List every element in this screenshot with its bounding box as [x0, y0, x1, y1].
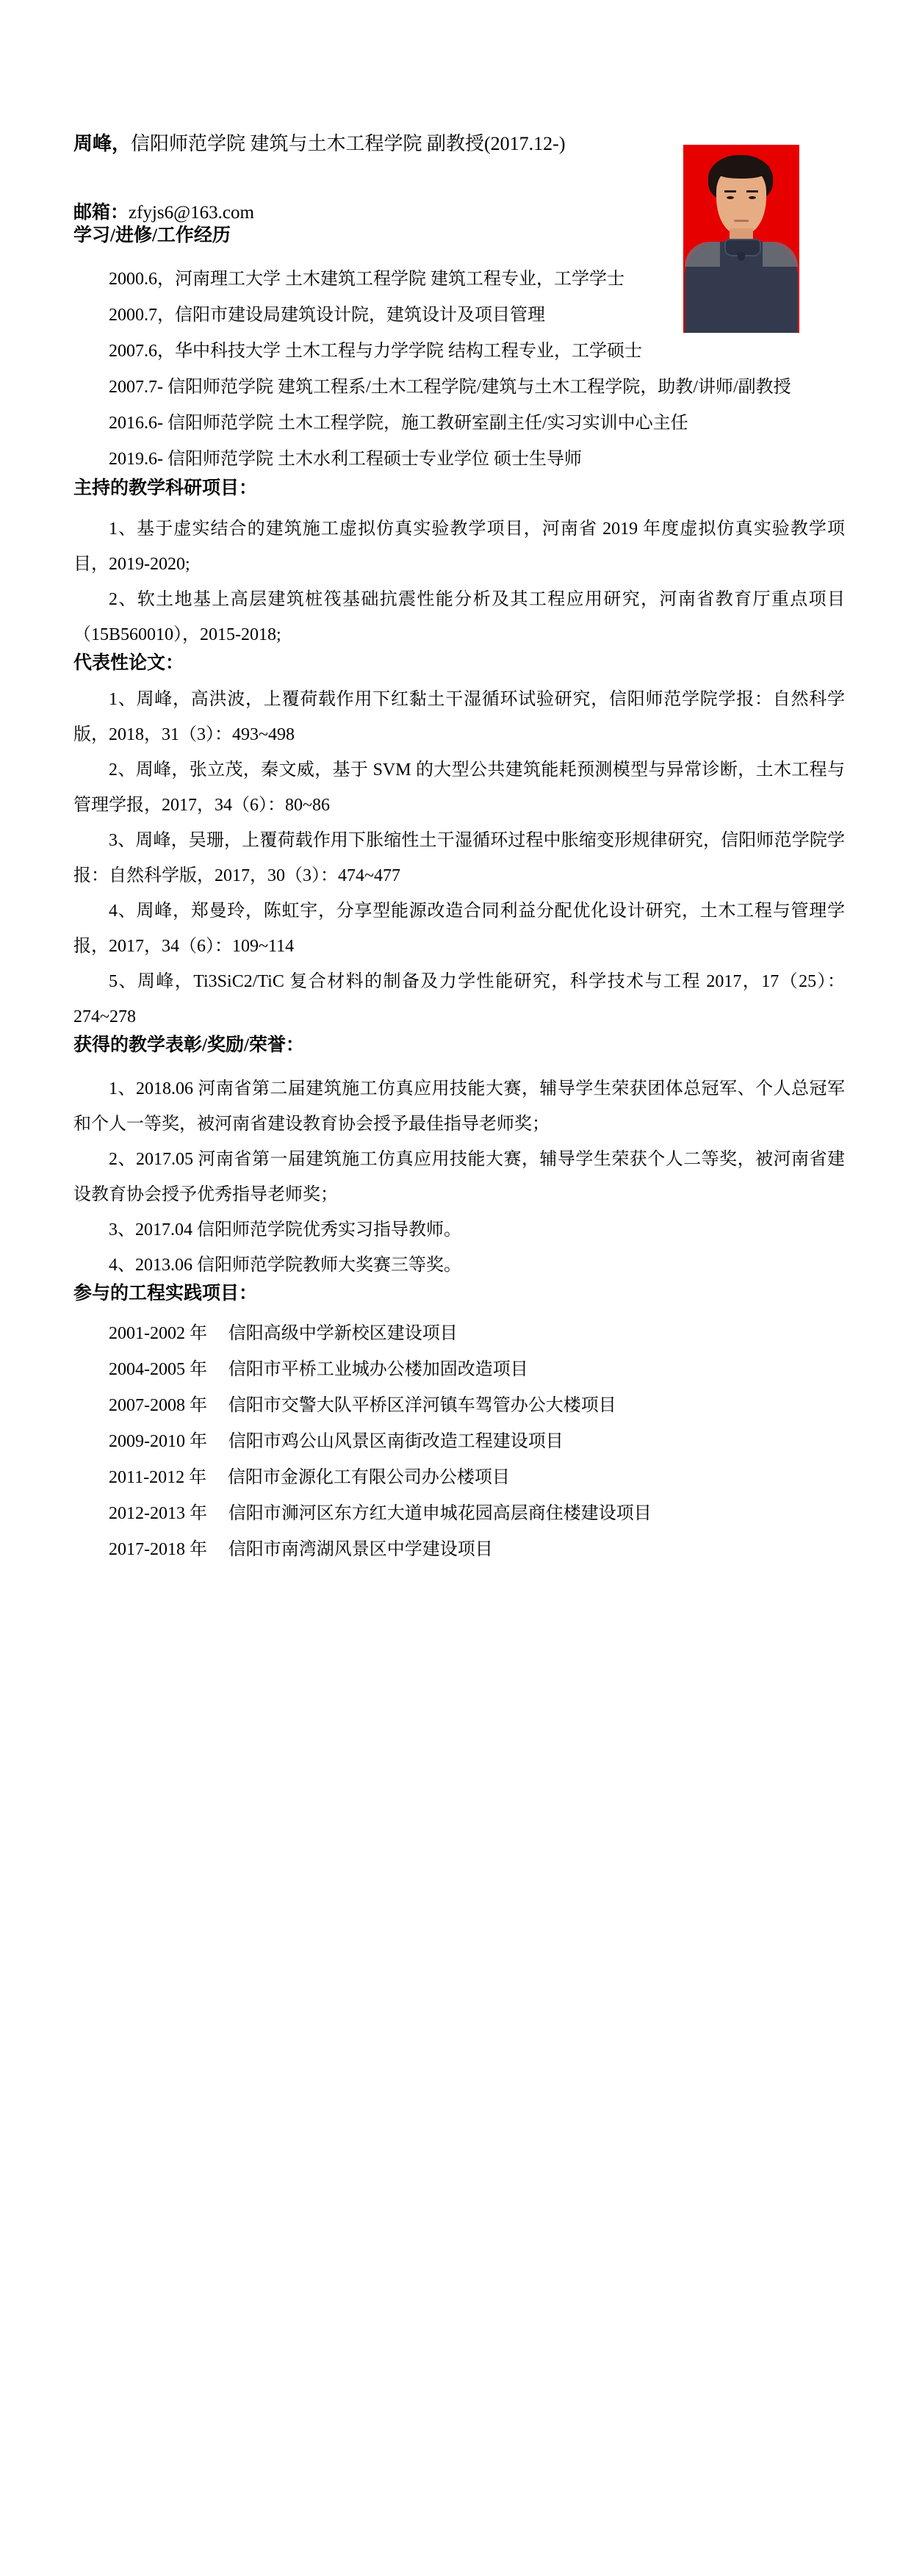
- practice-item-years: 2001-2002 年: [109, 1324, 207, 1343]
- papers-list: [73, 682, 845, 1035]
- practice-item-name: 信阳市平桥工业城办公楼加固改造项目: [228, 1360, 528, 1379]
- paper-item: 3、周峰，吴珊，上覆荷载作用下胀缩性土干湿循环过程中胀缩变形规律研究，信阳师范学院学报：自然科学版，2017，30（3）：474~477: [73, 831, 845, 885]
- practice-item: [73, 1424, 845, 1460]
- section-awards-heading: 获得的教学表彰/奖励/荣誉：: [73, 1035, 304, 1055]
- experience-item: 2000.7，信阳市建设局建筑设计院，建筑设计及项目管理: [109, 306, 545, 325]
- practice-item: [73, 1388, 845, 1424]
- profile-photo: [683, 145, 799, 333]
- experience-item: 2016.6- 信阳师范学院 土木工程学院，施工教研室副主任/实习实训中心主任: [109, 414, 688, 433]
- practice-item-years: 2017-2018 年: [109, 1540, 207, 1559]
- experience-item: 2007.7- 信阳师范学院 建筑工程系/土木工程学院/建筑与土木工程学院，助教/讲师/副教授: [109, 378, 791, 397]
- paper-item: 5、周峰，Ti3SiC2/TiC 复合材料的制备及力学性能研究，科学技术与工程 2017，17（25）：274~278: [73, 972, 845, 1026]
- person-affiliation: 信阳师范学院 建筑与土木工程学院 副教授(2017.12-): [131, 133, 566, 154]
- practice-item-name: 信阳高级中学新校区建设项目: [228, 1324, 458, 1343]
- practice-projects-list: [73, 1316, 845, 1568]
- practice-item-name: 信阳市浉河区东方红大道申城花园高层商住楼建设项目: [228, 1504, 652, 1523]
- award-item: 3、2017.04 信阳师范学院优秀实习指导教师。: [109, 1220, 461, 1240]
- practice-item-name: 信阳市金源化工有限公司办公楼项目: [227, 1468, 510, 1487]
- photo-hair-fringe: [713, 159, 770, 179]
- paper-item: 4、周峰，郑曼玲，陈虹宇，分享型能源改造合同利益分配优化设计研究，土木工程与管理学报，2017，34（6）：109~114: [73, 902, 845, 956]
- practice-item-years: 2009-2010 年: [109, 1432, 207, 1451]
- email-label: 邮箱：: [73, 203, 129, 223]
- experience-item: 2019.6- 信阳师范学院 土木水利工程硕士专业学位 硕士生导师: [109, 450, 582, 469]
- section-research-projects-heading: 主持的教学科研项目：: [73, 478, 258, 498]
- research-projects-list: [73, 511, 845, 652]
- paper-item: 2、周峰，张立茂，秦文威，基于 SVM 的大型公共建筑能耗预测模型与异常诊断，土木工程与管理学报，2017，34（6）：80~86: [73, 760, 845, 815]
- practice-item-name: 信阳市鸡公山风景区南街改造工程建设项目: [228, 1432, 563, 1451]
- section-practice-heading: 参与的工程实践项目：: [73, 1284, 258, 1303]
- research-project-item: 1、基于虚实结合的建筑施工虚拟仿真实验教学项目，河南省 2019 年度虚拟仿真实验教学项目，2019-2020;: [73, 519, 845, 574]
- practice-item: [73, 1460, 845, 1496]
- practice-item: [73, 1352, 845, 1388]
- experience-item: 2007.6，华中科技大学 土木工程与力学学院 结构工程专业，工学硕士: [109, 342, 642, 361]
- email-value: zfyjs6@163.com: [129, 203, 254, 223]
- paper-item: 1、周峰，高洪波，上覆荷载作用下红黏土干湿循环试验研究，信阳师范学院学报：自然科学版，2018，31（3）：493~498: [73, 690, 845, 744]
- section-papers-heading: 代表性论文：: [73, 653, 184, 673]
- practice-item-years: 2011-2012 年: [109, 1468, 207, 1487]
- practice-item: [73, 1532, 845, 1568]
- research-project-item: 2、软土地基上高层建筑桩筏基础抗震性能分析及其工程应用研究，河南省教育厅重点项目（15B560010），2015-2018;: [73, 590, 845, 644]
- practice-item-name: 信阳市南湾湖风景区中学建设项目: [228, 1540, 493, 1559]
- practice-item-years: 2007-2008 年: [109, 1396, 207, 1415]
- practice-item-years: 2004-2005 年: [109, 1360, 207, 1379]
- award-item: 2、2017.05 河南省第一届建筑施工仿真应用技能大赛，辅导学生荣获个人二等奖，被河南省建设教育协会授予优秀指导老师奖；: [73, 1150, 845, 1204]
- practice-item: [73, 1496, 845, 1532]
- person-name: 周峰，: [73, 133, 132, 154]
- section-experience-heading: 学习/进修/工作经历: [73, 226, 231, 245]
- experience-item: 2000.6，河南理工大学 土木建筑工程学院 建筑工程专业，工学学士: [109, 270, 624, 289]
- practice-item-name: 信阳市交警大队平桥区洋河镇车驾管办公大楼项目: [228, 1396, 616, 1415]
- practice-item-years: 2012-2013 年: [109, 1504, 207, 1523]
- award-item: 1、2018.06 河南省第二届建筑施工仿真应用技能大赛，辅导学生荣获团体总冠军、个人总冠军和个人一等奖，被河南省建设教育协会授予最佳指导老师奖；: [73, 1079, 845, 1134]
- practice-item: [73, 1316, 845, 1352]
- award-item: 4、2013.06 信阳师范学院教师大奖赛三等奖。: [109, 1256, 461, 1275]
- awards-list: [73, 1071, 845, 1283]
